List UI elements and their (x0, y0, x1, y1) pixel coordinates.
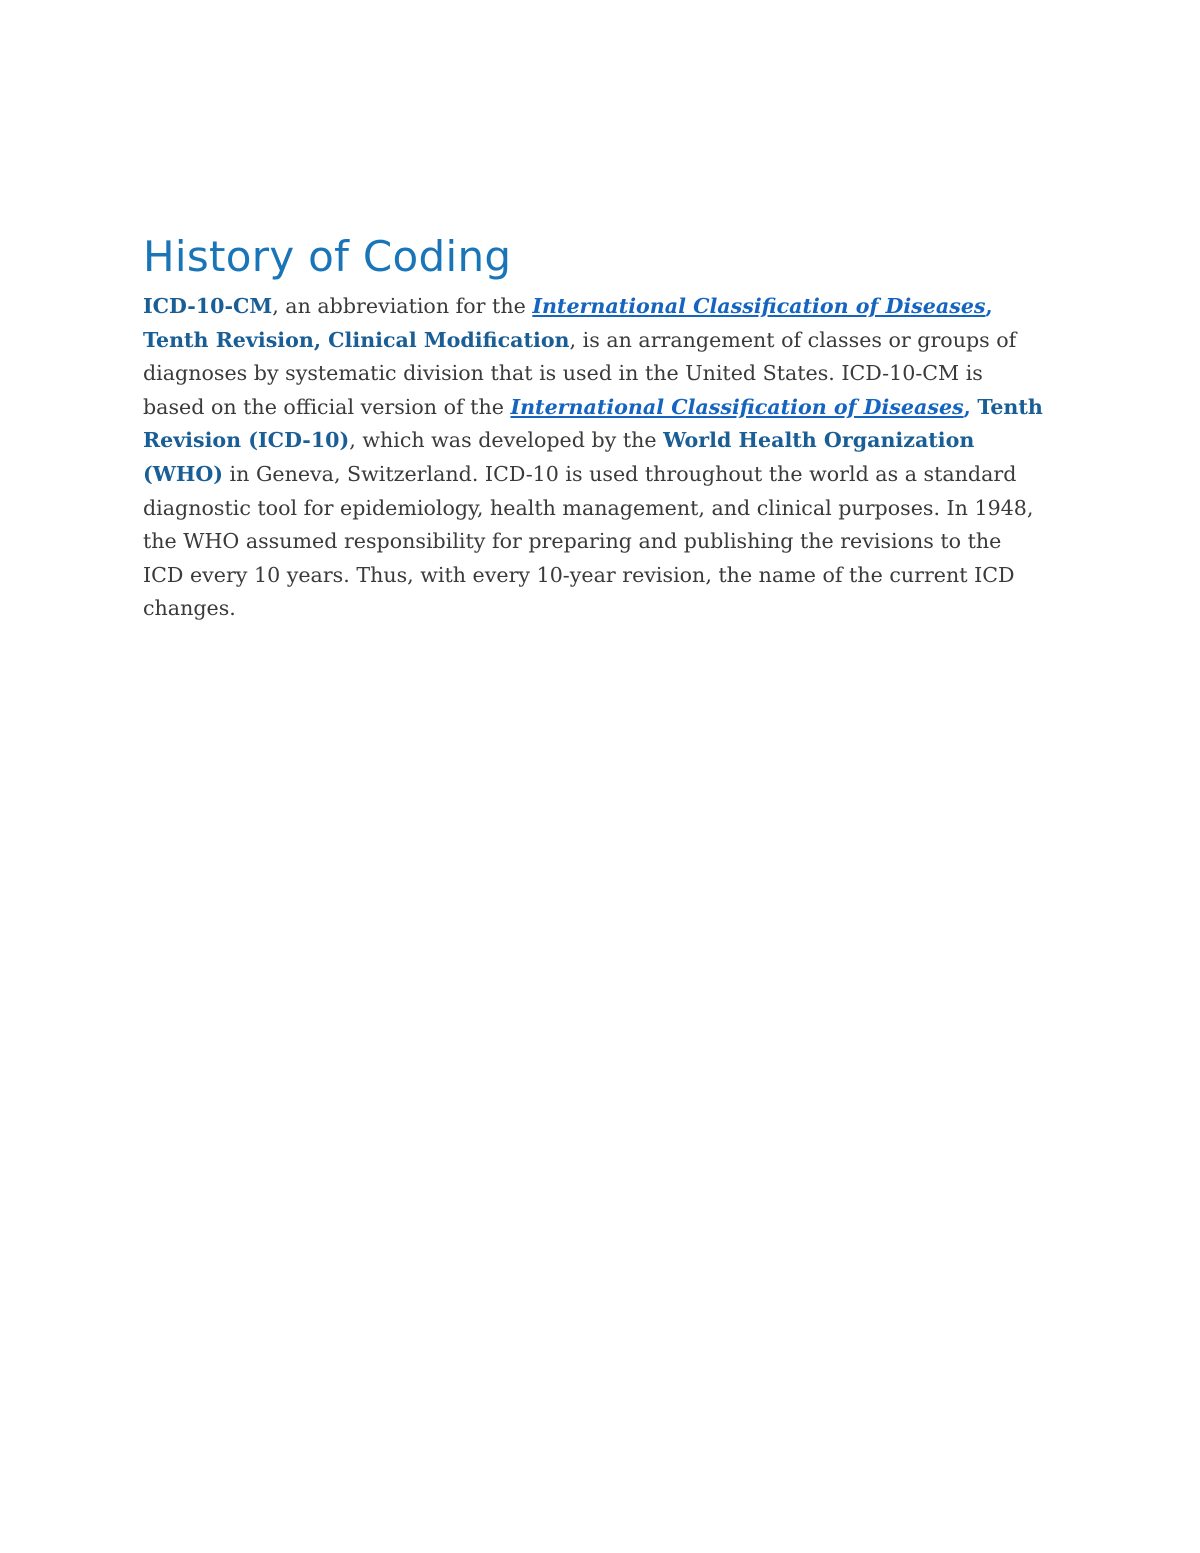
term-icd-10-cm: ICD-10-CM (143, 294, 273, 318)
document-content (143, 228, 1048, 626)
term-icd-10: Tenth Revision (ICD-10) (143, 394, 1043, 453)
term-tenth-revision-cm: Tenth Revision, Clinical Modification (143, 327, 570, 352)
page-title: History of Coding (143, 232, 512, 281)
icd-link[interactable]: International Classification of Diseases (532, 294, 986, 318)
body-text-segment: , which was developed by the (349, 428, 664, 453)
term-who: World Health Organization (WHO) (143, 428, 975, 486)
link-comma-2: , (963, 394, 971, 419)
body-text-segment: , an abbreviation for the (272, 294, 533, 318)
icd-link-2[interactable]: International Classification of Diseases (510, 394, 964, 419)
body-text-segment: , is an arrangement of classes or groups of diagnoses by systematic division that is used in the United States. ICD-10-CM is based on the official version of the (143, 327, 1017, 419)
link-comma: , (985, 294, 993, 318)
body-text-segment: in Geneva, Switzerland. ICD-10 is used throughout the world as a standard diagnostic tool for epidemiology, health management, and clinical purposes. In 1948, the WHO assumed responsibility for preparing and publishing the revisions to the ICD every 10 years. Thus, with every 10-year revision, the name of the current ICD changes. (143, 461, 1034, 621)
body-paragraph (143, 290, 1048, 626)
